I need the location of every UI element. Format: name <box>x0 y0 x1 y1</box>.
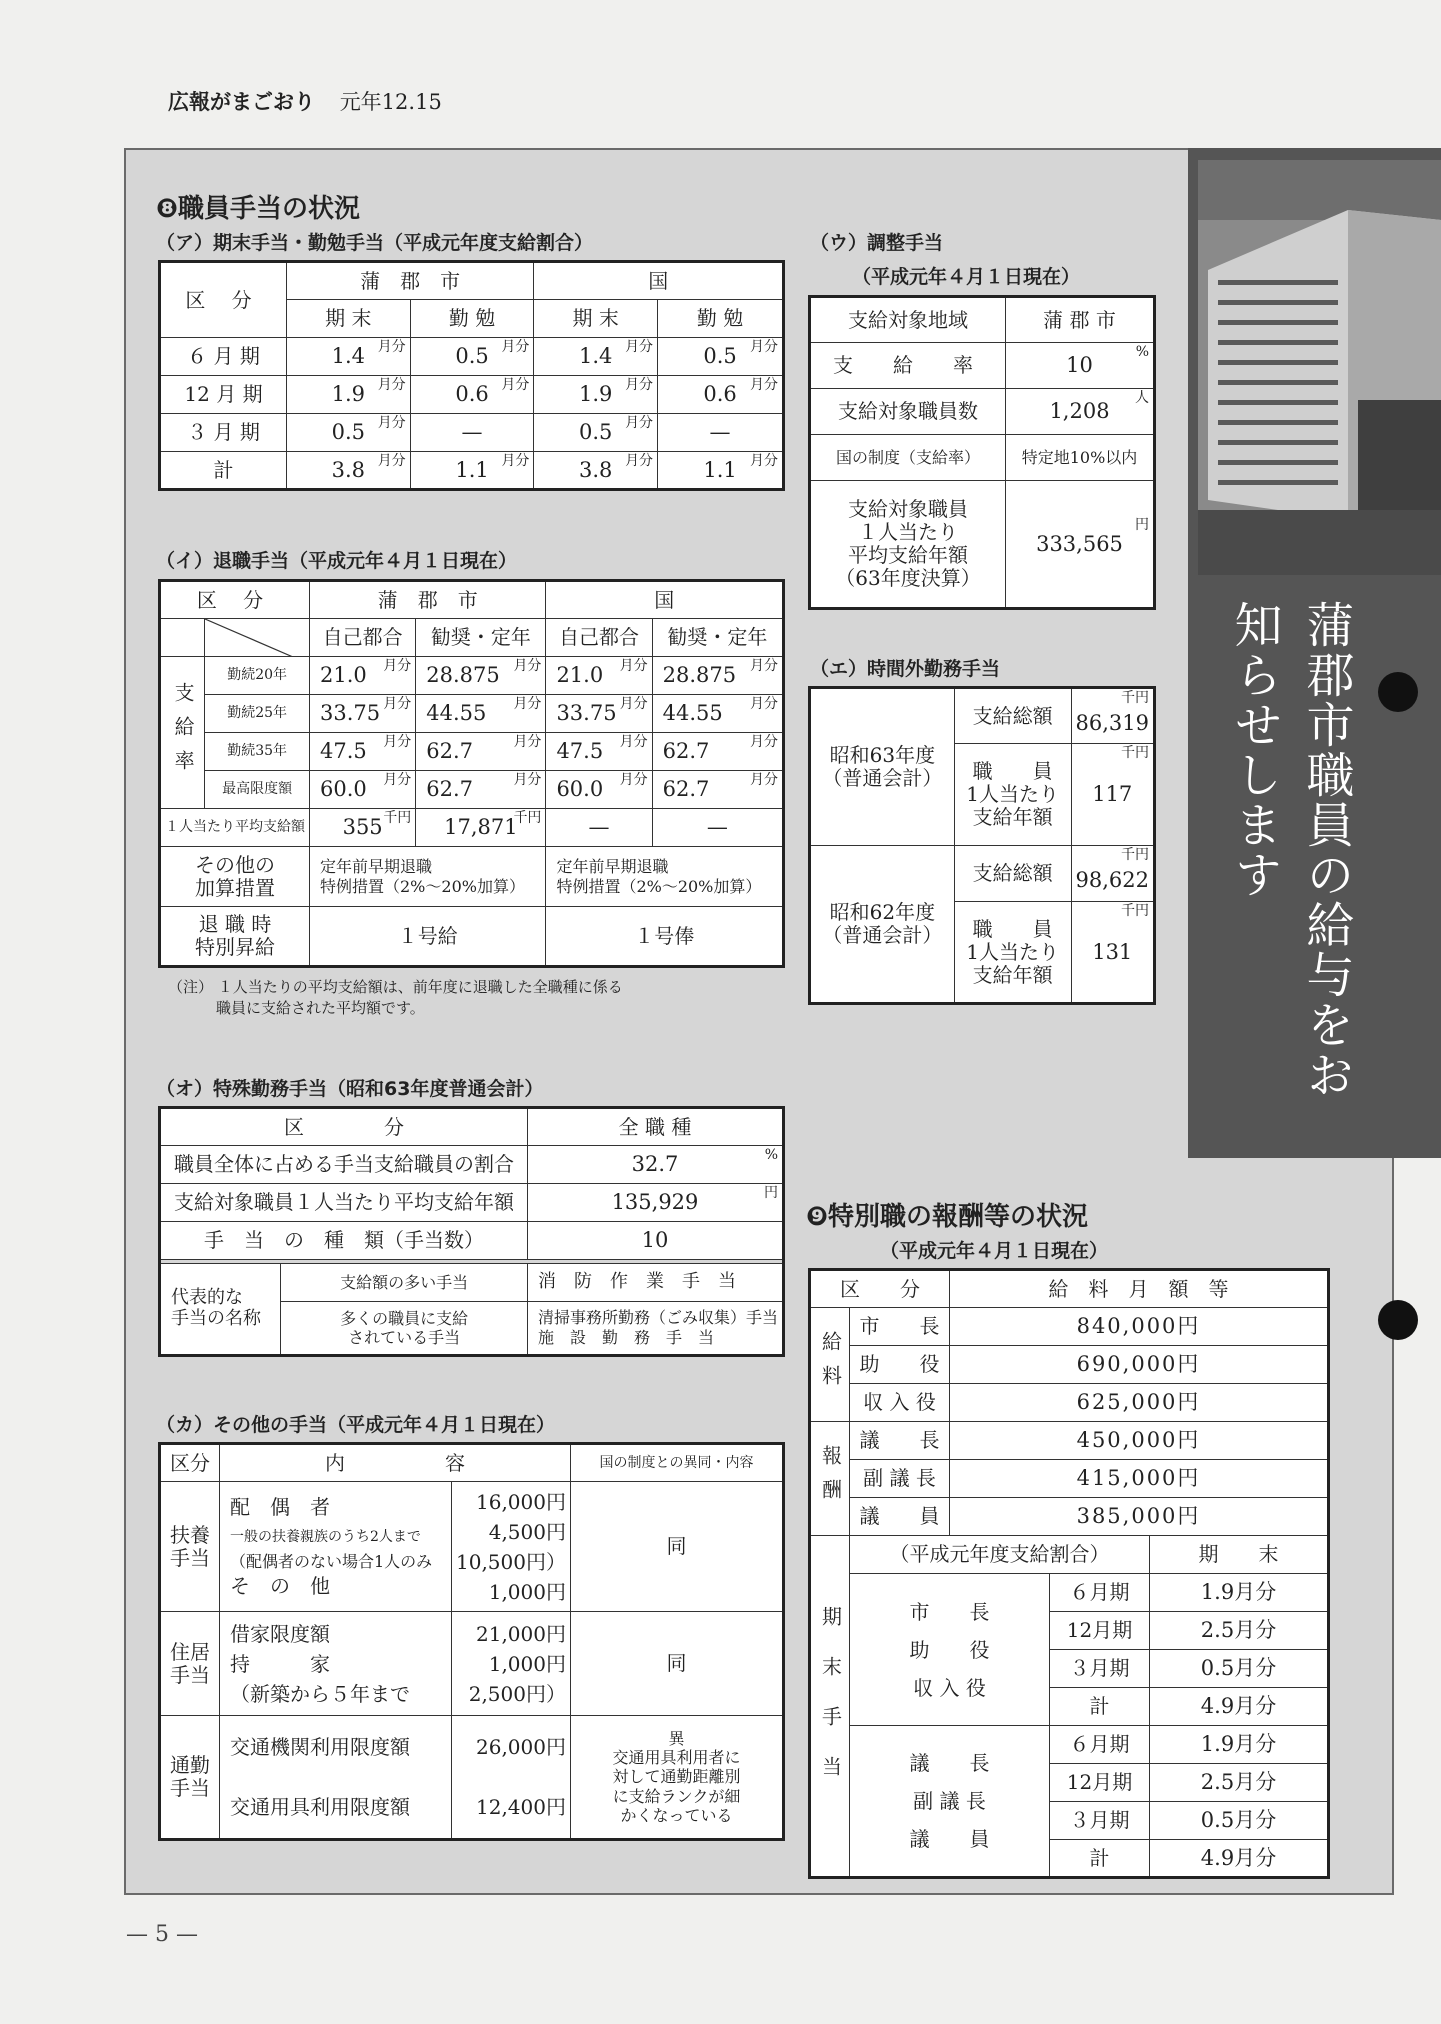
cell-value: 1.9 <box>579 382 613 407</box>
cell-value: 蒲 郡 市 <box>1006 297 1155 343</box>
cell-value: 60.0 <box>556 777 604 802</box>
table-a-head: 期 末 <box>534 300 658 338</box>
hoshu-label: 報酬 <box>810 1422 850 1536</box>
section9-title: ❾特別職の報酬等の状況 <box>806 1202 1089 1232</box>
row-label: その他の <box>195 852 275 877</box>
unit: 月分 <box>750 658 778 674</box>
row-label: 手当 <box>170 1662 210 1687</box>
item-value: 10,500円） <box>456 1549 566 1574</box>
table-row <box>160 809 784 847</box>
item-label: そ の 他 <box>230 1574 330 1599</box>
row-label: 住居 <box>170 1639 210 1664</box>
item-value: 2,500円） <box>468 1681 566 1706</box>
diff-value: 同 <box>570 1482 783 1612</box>
cell-value: 62.7 <box>662 739 710 764</box>
role-label: 副 議 長 <box>850 1460 950 1498</box>
cell-value: 特定地10%以内 <box>1006 435 1155 481</box>
period-value: 4.9月分 <box>1150 1688 1329 1726</box>
cell-value: 施 設 勤 務 手 当 <box>537 1328 714 1347</box>
unit: 月分 <box>619 734 648 750</box>
table-row <box>160 771 784 809</box>
unit: 月分 <box>377 415 406 431</box>
row-label: ６ 月 期 <box>160 338 287 376</box>
row-label: 支給総額 <box>954 688 1071 744</box>
cell-value: 86,319 <box>1075 710 1149 735</box>
unit: 月分 <box>625 415 654 431</box>
kimatsu-label: 期末手当 <box>810 1536 850 1878</box>
unit: 円 <box>1135 517 1149 533</box>
table-row <box>160 338 784 376</box>
table-a-head: 勤 勉 <box>410 300 534 338</box>
cell-value: 定年前早期退職 <box>320 857 433 877</box>
table-a-head: 期 末 <box>287 300 411 338</box>
row-label: 代表的な <box>171 1287 243 1309</box>
row-label: 国の制度（支給率） <box>810 435 1006 481</box>
row-label: 支給対象職員数 <box>810 389 1006 435</box>
cell-value: 0.5 <box>455 344 489 369</box>
row-label: 支給額の多い手当 <box>281 1264 528 1302</box>
row-label: 特別昇給 <box>195 935 275 959</box>
unit: 月分 <box>750 696 778 712</box>
period-value: 1.9月分 <box>1150 1574 1329 1612</box>
role-label: 議 長 <box>850 1422 950 1460</box>
table-a-city: 蒲 郡 市 <box>287 262 534 300</box>
role-label: 副 議 長 <box>913 1789 986 1813</box>
unit: 月分 <box>513 734 542 750</box>
cell-value: 0.5 <box>331 420 366 445</box>
unit: 月分 <box>619 772 648 788</box>
unit: 月分 <box>501 453 530 469</box>
unit: 月分 <box>383 696 412 712</box>
cell-value: — <box>410 414 534 452</box>
punch-hole-bottom <box>1378 1300 1418 1340</box>
amount-value: 415,000円 <box>950 1460 1329 1498</box>
row-label: 手当 <box>170 1545 210 1570</box>
table-a-nation: 国 <box>534 262 784 300</box>
cell-value: 0.5 <box>703 344 737 369</box>
table-a-title: （ア）期末手当・勤勉手当（平成元年度支給割合） <box>156 232 594 254</box>
cell-value: 62.7 <box>426 739 474 764</box>
table-row <box>160 376 784 414</box>
kyuryo-label: 給料 <box>810 1308 850 1422</box>
vertical-title: 蒲郡市職員の給与をお知らせします <box>1226 600 1354 1100</box>
unit: 月分 <box>750 339 778 355</box>
cell-value: 28.875 <box>426 663 500 688</box>
unit: 千円 <box>383 810 412 826</box>
period-label: 計 <box>1050 1840 1150 1878</box>
cell-value: 清掃事務所勤務（ごみ収集）手当 <box>537 1308 778 1327</box>
item-label: 交通機関利用限度額 <box>230 1735 410 1759</box>
cell-value: １号俸 <box>546 907 784 967</box>
amount-value: 450,000円 <box>950 1422 1329 1460</box>
table-o-kubun: 区 分 <box>160 1108 528 1146</box>
item-value: 21,000円 <box>476 1621 566 1646</box>
note-line: 職員に支給された平均額です。 <box>216 999 425 1017</box>
unit: 月分 <box>750 453 778 469</box>
cell-value: 333,565 <box>1036 531 1123 556</box>
row-label: 手当の名称 <box>171 1308 261 1329</box>
row-label: （63年度決算） <box>835 566 981 590</box>
period-label: 計 <box>1050 1688 1150 1726</box>
table-i-head: 勧奨・定年 <box>652 619 783 657</box>
publication-name: 広報がまごおり <box>168 90 315 114</box>
row-label: 勤続25年 <box>205 695 310 733</box>
row-label: 昭和62年度 <box>829 900 936 924</box>
table-u-date: （平成元年４月１日現在） <box>852 266 1081 288</box>
cell-value: 3.8 <box>579 457 613 482</box>
table-i-head: 自己都合 <box>546 619 652 657</box>
row-label: 通勤 <box>170 1753 210 1777</box>
unit: 月分 <box>377 339 406 355</box>
table-ka-content: 内 容 <box>220 1444 571 1482</box>
item-value: 16,000円 <box>476 1489 566 1514</box>
cell-value: 17,871 <box>444 815 518 840</box>
cell-value: 21.0 <box>556 663 604 688</box>
table-i-head: 自己都合 <box>310 619 416 657</box>
table-row <box>160 452 784 490</box>
item-label: 配 偶 者 <box>230 1494 330 1519</box>
unit: 月分 <box>750 772 778 788</box>
row-label: 支給対象職員１人当たり平均支給年額 <box>160 1184 528 1222</box>
cell-value: 44.55 <box>662 701 723 726</box>
item-value: 4,500円 <box>488 1519 566 1544</box>
row-label: 多くの職員に支給 <box>340 1308 469 1328</box>
unit: 千円 <box>1121 903 1149 919</box>
role-label: 助 役 <box>850 1346 950 1384</box>
diff-value: 異 <box>668 1729 685 1749</box>
role-label: 市 長 <box>850 1308 950 1346</box>
period-label: ６月期 <box>1050 1726 1150 1764</box>
row-label: 支給対象地域 <box>810 297 1006 343</box>
unit: 千円 <box>1121 690 1149 706</box>
cell-value: 47.5 <box>556 739 604 764</box>
role-label: 収 入 役 <box>913 1675 986 1700</box>
cell-value: — <box>546 809 652 847</box>
cell-value: 1.4 <box>579 344 613 369</box>
page-header <box>168 86 442 116</box>
row-label: 昭和63年度 <box>829 743 936 767</box>
amount-value: 625,000円 <box>950 1384 1329 1422</box>
row-label: （普通会計） <box>822 766 943 790</box>
table-9-amount: 給 料 月 額 等 <box>950 1270 1329 1308</box>
cell-value: 1,208 <box>1049 399 1110 424</box>
amount-value: 385,000円 <box>950 1498 1329 1536</box>
period-value: 4.9月分 <box>1150 1840 1329 1878</box>
cell-value: 10 <box>527 1222 783 1260</box>
row-label: 職員全体に占める手当支給職員の割合 <box>160 1146 528 1184</box>
table-i-head: 勧奨・定年 <box>416 619 546 657</box>
item-label: （配偶者のない場合1人のみ <box>230 1551 433 1571</box>
unit: 月分 <box>619 658 648 674</box>
unit: 月分 <box>377 377 406 393</box>
section9-date: （平成元年４月１日現在） <box>880 1240 1109 1262</box>
diff-value: 交通用具利用者に <box>612 1748 741 1768</box>
table-a-kimatsu-kinben <box>158 260 785 491</box>
cell-value: 0.6 <box>703 382 737 407</box>
cell-value: 44.55 <box>426 701 487 726</box>
row-label: 支給対象職員 <box>848 497 968 521</box>
table-i-title: （イ）退職手当（平成元年４月１日現在） <box>156 550 518 572</box>
unit: 月分 <box>377 453 406 469</box>
item-label: 交通用具利用限度額 <box>230 1795 410 1819</box>
row-label: １人当たり平均支給額 <box>160 809 310 847</box>
cell-value: 62.7 <box>426 777 474 802</box>
unit: 千円 <box>513 810 542 826</box>
period-label: 12月期 <box>1050 1612 1150 1650</box>
row-label: 手当 <box>170 1776 210 1800</box>
cell-value: 1.1 <box>455 457 489 482</box>
amount-value: 840,000円 <box>950 1308 1329 1346</box>
cell-value: 33.75 <box>556 701 617 726</box>
row-label: １人当たり <box>858 520 958 544</box>
cell-value: 10 <box>1066 353 1093 378</box>
table-i-note <box>168 977 623 1019</box>
unit: % <box>1135 344 1149 360</box>
role-label: 議 員 <box>909 1827 990 1851</box>
cell-value: 3.8 <box>331 457 366 482</box>
cell-value: 32.7 <box>631 1152 679 1177</box>
cell-value: 33.75 <box>320 701 381 726</box>
table-i-nation: 国 <box>546 581 784 619</box>
table-ka-title: （カ）その他の手当（平成元年４月１日現在） <box>156 1414 556 1436</box>
row-label: 平均支給年額 <box>848 543 968 567</box>
table-ka-kubun: 区分 <box>160 1444 220 1482</box>
role-label: 収 入 役 <box>850 1384 950 1422</box>
row-label: 1人当たり <box>966 939 1059 964</box>
row-label: 支給総額 <box>954 846 1071 902</box>
cell-value: 特例措置（2%～20%加算） <box>556 876 762 896</box>
unit: % <box>764 1147 778 1163</box>
table-row <box>160 733 784 771</box>
table-i-taishoku <box>158 579 785 968</box>
cell-value: 98,622 <box>1075 868 1149 893</box>
unit: 月分 <box>625 339 654 355</box>
table-o-all: 全 職 種 <box>527 1108 783 1146</box>
unit: 月分 <box>383 772 412 788</box>
unit: 月分 <box>625 377 654 393</box>
table-e-title: （エ）時間外勤務手当 <box>810 658 1001 680</box>
row-label: 職 員 <box>972 916 1053 941</box>
row-label: されている手当 <box>348 1328 461 1347</box>
cell-value: 0.5 <box>579 420 613 445</box>
cell-value: 1.9 <box>331 382 366 407</box>
unit: 千円 <box>1121 745 1149 761</box>
row-label: 支給年額 <box>972 962 1053 987</box>
unit: 月分 <box>383 734 412 750</box>
cell-value: — <box>658 414 784 452</box>
diagonal-line <box>205 619 293 657</box>
table-o-tokushu <box>158 1106 785 1357</box>
table-u-title: （ウ）調整手当 <box>810 232 944 254</box>
cell-value: 135,929 <box>611 1190 699 1215</box>
table-row <box>160 657 784 695</box>
cell-value: 消 防 作 業 手 当 <box>527 1264 783 1302</box>
section8-title: ❽職員手当の状況 <box>156 194 361 224</box>
role-label: 助 役 <box>909 1637 990 1662</box>
table-9-kubun: 区 分 <box>810 1270 950 1308</box>
item-label: 一般の扶養親族のうち2人まで <box>230 1528 421 1545</box>
period-value: 1.9月分 <box>1150 1726 1329 1764</box>
city-hall-photo <box>1198 160 1441 575</box>
table-o-title: （オ）特殊勤務手当（昭和63年度普通会計） <box>156 1078 544 1100</box>
cell-value: 21.0 <box>320 663 367 688</box>
table-row <box>160 414 784 452</box>
issue-date: 元年12.15 <box>339 90 442 114</box>
item-value: 1,000円 <box>488 1651 566 1676</box>
row-label: 1人当たり <box>966 782 1059 806</box>
cell-value: 117 <box>1092 782 1133 807</box>
kimatsu-head: 期 末 <box>1150 1536 1329 1574</box>
unit: 月分 <box>383 658 412 674</box>
table-i-city: 蒲 郡 市 <box>310 581 546 619</box>
role-label: 市 長 <box>909 1599 990 1624</box>
cell-value: 47.5 <box>320 739 367 764</box>
diagonal-cell <box>205 619 310 657</box>
note-line: （注） １人当たりの平均支給額は、前年度に退職した全職種に係る <box>168 978 623 996</box>
row-label: 最高限度額 <box>205 771 310 809</box>
table-ka-sonota <box>158 1442 785 1841</box>
cell-value: 0.6 <box>455 382 489 407</box>
period-value: 0.5月分 <box>1150 1650 1329 1688</box>
cell-value: 特例措置（2%～20%加算） <box>320 876 525 896</box>
period-label: ６月期 <box>1050 1574 1150 1612</box>
period-label: ３月期 <box>1050 1650 1150 1688</box>
amount-value: 690,000円 <box>950 1346 1329 1384</box>
item-value: 1,000円 <box>488 1579 566 1604</box>
table-row <box>160 847 784 907</box>
row-label: 12 月 期 <box>160 376 287 414</box>
diff-value: かくなっている <box>620 1805 733 1825</box>
row-label: ３ 月 期 <box>160 414 287 452</box>
row-label: 計 <box>160 452 287 490</box>
item-value: 26,000円 <box>476 1735 566 1759</box>
item-value: 12,400円 <box>476 1795 566 1819</box>
unit: 人 <box>1135 390 1149 406</box>
period-value: 0.5月分 <box>1150 1802 1329 1840</box>
item-label: 持 家 <box>230 1651 330 1676</box>
cell-value: 28.875 <box>662 663 737 688</box>
diff-value: 同 <box>570 1612 783 1716</box>
item-label: （新築から５年まで <box>230 1681 410 1706</box>
unit: 円 <box>764 1185 778 1201</box>
unit: 月分 <box>750 377 778 393</box>
punch-hole-top <box>1378 672 1418 712</box>
row-label: 勤続35年 <box>205 733 310 771</box>
table-a-head: 勤 勉 <box>658 300 784 338</box>
table-9-tokubetsushoku <box>808 1268 1330 1879</box>
period-value: 2.5月分 <box>1150 1612 1329 1650</box>
row-label: 加算措置 <box>195 875 275 900</box>
row-label: 勤続20年 <box>205 657 310 695</box>
row-label: 扶養 <box>170 1522 210 1547</box>
unit: 月分 <box>750 734 778 750</box>
table-i-kubun: 区 分 <box>160 581 310 619</box>
cell-value: 1.1 <box>703 457 737 482</box>
cell-value: 355 <box>342 815 383 840</box>
kimatsu-head: （平成元年度支給割合） <box>850 1536 1150 1574</box>
table-u-chosei <box>808 295 1156 610</box>
table-row <box>160 907 784 967</box>
blank-cell <box>160 619 205 657</box>
unit: 月分 <box>625 453 654 469</box>
cell-value: 1.4 <box>331 344 366 369</box>
row-label: 退 職 時 <box>198 912 272 936</box>
row-label: （普通会計） <box>822 923 943 947</box>
unit: 月分 <box>513 772 542 788</box>
role-label: 議 員 <box>850 1498 950 1536</box>
table-ka-diff: 国の制度との異同・内容 <box>570 1444 783 1482</box>
period-label: ３月期 <box>1050 1802 1150 1840</box>
row-label: 手 当 の 種 類（手当数） <box>160 1222 528 1260</box>
row-label: 支 給 率 <box>810 343 1006 389</box>
period-value: 2.5月分 <box>1150 1764 1329 1802</box>
diff-value: 対して通勤距離別 <box>612 1767 741 1787</box>
table-row <box>160 695 784 733</box>
table-a-kubun: 区 分 <box>160 262 287 338</box>
role-label: 議 長 <box>909 1751 990 1775</box>
item-label: 借家限度額 <box>230 1621 330 1646</box>
table-e-jikangai <box>808 686 1156 1005</box>
row-label: 職 員 <box>972 759 1053 783</box>
row-label: 支給年額 <box>972 805 1053 829</box>
unit: 月分 <box>513 658 542 674</box>
cell-value: 定年前早期退職 <box>556 857 669 877</box>
cell-value: 131 <box>1092 939 1133 964</box>
unit: 千円 <box>1121 847 1149 863</box>
diff-value: に支給ランクが細 <box>612 1786 741 1806</box>
unit: 月分 <box>501 339 530 355</box>
unit: 月分 <box>513 696 542 712</box>
cell-value: 62.7 <box>662 777 710 802</box>
rate-label: 支給率 <box>160 657 205 809</box>
unit: 月分 <box>501 377 530 393</box>
cell-value: １号給 <box>310 907 546 967</box>
period-label: 12月期 <box>1050 1764 1150 1802</box>
cell-value: 60.0 <box>320 777 367 802</box>
unit: 月分 <box>619 696 648 712</box>
page-number: — 5 — <box>126 1922 198 1947</box>
cell-value: — <box>652 809 783 847</box>
